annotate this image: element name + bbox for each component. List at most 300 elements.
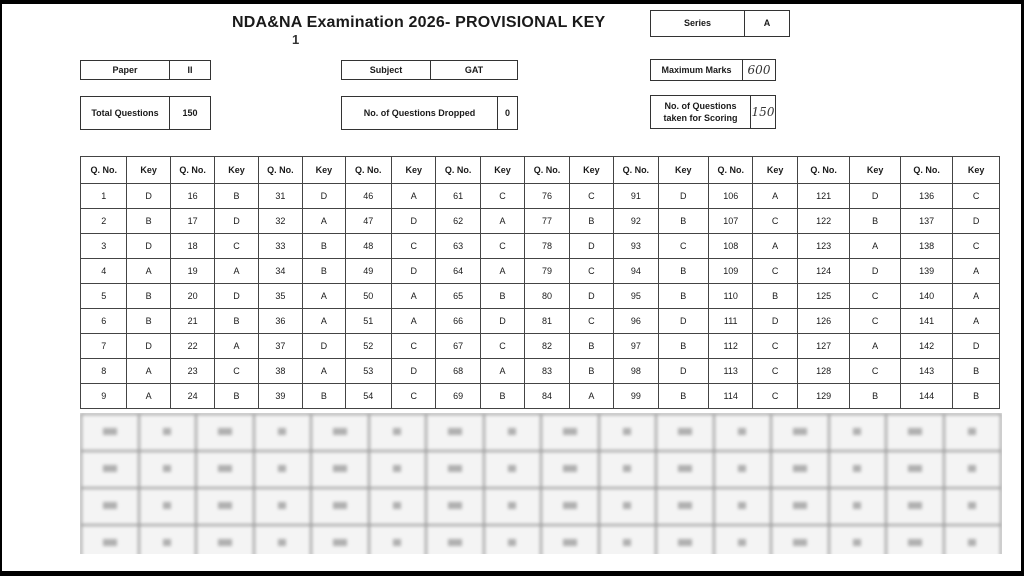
- answer-key-cell: D: [127, 184, 170, 209]
- question-number-cell: 141: [900, 309, 953, 334]
- answer-key-cell: A: [392, 309, 436, 334]
- question-number-cell: 128: [797, 359, 850, 384]
- answer-key-cell: A: [480, 209, 524, 234]
- answer-key-cell: B: [480, 384, 524, 409]
- header-cell: Q. No.: [81, 157, 127, 184]
- question-number-cell: 48: [345, 234, 391, 259]
- blurred-cell: [426, 525, 484, 554]
- question-number-cell: 121: [797, 184, 850, 209]
- blurred-cell: [426, 451, 484, 488]
- header-cell: Q. No.: [345, 157, 391, 184]
- answer-key-cell: C: [215, 359, 258, 384]
- blurred-cell: [426, 488, 484, 525]
- answer-key-cell: C: [850, 359, 900, 384]
- blurred-cell: [139, 414, 197, 451]
- questions-for-scoring-box: [650, 95, 776, 129]
- blurred-cell: [369, 488, 427, 525]
- answer-key-cell: D: [480, 309, 524, 334]
- question-number-cell: 84: [525, 384, 569, 409]
- answer-key-cell: C: [658, 234, 708, 259]
- answer-key-cell: A: [392, 284, 436, 309]
- answer-key-cell: C: [392, 384, 436, 409]
- answer-key-cell: C: [753, 259, 797, 284]
- maximum-marks-box: [650, 59, 776, 81]
- blurred-cell: [886, 525, 944, 554]
- question-number-cell: 140: [900, 284, 953, 309]
- table-row: [81, 234, 1000, 259]
- blurred-cell: [311, 451, 369, 488]
- answer-key-cell: C: [569, 259, 613, 284]
- question-number-cell: 67: [436, 334, 480, 359]
- header-cell: Q. No.: [525, 157, 569, 184]
- answer-key-cell: A: [569, 384, 613, 409]
- questions-for-scoring-label: No. of Questions taken for Scoring: [663, 100, 738, 123]
- question-number-cell: 94: [614, 259, 658, 284]
- subject-box: [341, 60, 518, 80]
- answer-key-cell: C: [569, 184, 613, 209]
- header-cell: Q. No.: [436, 157, 480, 184]
- question-number-cell: 68: [436, 359, 480, 384]
- answer-key-cell: D: [127, 334, 170, 359]
- question-number-cell: 106: [709, 184, 753, 209]
- answer-key-cell: C: [753, 209, 797, 234]
- header-cell: Key: [127, 157, 170, 184]
- maximum-marks-value: 600: [742, 60, 775, 80]
- answer-key-cell: B: [569, 334, 613, 359]
- question-number-cell: 99: [614, 384, 658, 409]
- blurred-cell: [944, 525, 1002, 554]
- blurred-cell: [714, 488, 772, 525]
- question-number-cell: 49: [345, 259, 391, 284]
- question-number-cell: 97: [614, 334, 658, 359]
- question-number-cell: 109: [709, 259, 753, 284]
- answer-key-cell: A: [850, 334, 900, 359]
- answer-key-table: [80, 156, 1000, 409]
- series-label: Series: [683, 18, 712, 29]
- blurred-cell: [541, 451, 599, 488]
- answer-key-cell: A: [480, 359, 524, 384]
- question-number-cell: 78: [525, 234, 569, 259]
- question-number-cell: 22: [170, 334, 214, 359]
- question-number-cell: 66: [436, 309, 480, 334]
- question-number-cell: 69: [436, 384, 480, 409]
- blurred-cell: [656, 525, 714, 554]
- header-cell: Key: [569, 157, 613, 184]
- question-number-cell: 77: [525, 209, 569, 234]
- header-cell: Q. No.: [614, 157, 658, 184]
- questions-dropped-label: No. of Questions Dropped: [363, 107, 476, 118]
- answer-key-cell: C: [753, 334, 797, 359]
- blurred-cell: [196, 414, 254, 451]
- answer-key-cell: D: [392, 259, 436, 284]
- question-number-cell: 108: [709, 234, 753, 259]
- answer-key-cell: B: [953, 384, 1000, 409]
- maximum-marks-label: Maximum Marks: [661, 64, 732, 75]
- answer-key-cell: D: [569, 234, 613, 259]
- question-number-cell: 1: [81, 184, 127, 209]
- answer-key-cell: C: [953, 184, 1000, 209]
- answer-key-cell: B: [658, 259, 708, 284]
- header-cell: Key: [753, 157, 797, 184]
- blurred-cell: [139, 451, 197, 488]
- answer-key-cell: B: [569, 359, 613, 384]
- blurred-cell: [944, 414, 1002, 451]
- table-row: [81, 184, 1000, 209]
- blurred-cell: [311, 488, 369, 525]
- answer-key-cell: C: [850, 309, 900, 334]
- frame-top-border: [0, 0, 1024, 4]
- answer-key-cell: A: [953, 284, 1000, 309]
- question-number-cell: 36: [258, 309, 302, 334]
- question-number-cell: 79: [525, 259, 569, 284]
- question-number-cell: 138: [900, 234, 953, 259]
- blurred-cell: [484, 451, 542, 488]
- answer-key-cell: D: [392, 359, 436, 384]
- blurred-rows-region: [80, 413, 1002, 554]
- question-number-cell: 23: [170, 359, 214, 384]
- answer-key-cell: C: [850, 284, 900, 309]
- frame-left-border: [0, 0, 2, 576]
- blurred-cell: [541, 488, 599, 525]
- question-number-cell: 76: [525, 184, 569, 209]
- header-cell: Key: [953, 157, 1000, 184]
- question-number-cell: 123: [797, 234, 850, 259]
- question-number-cell: 98: [614, 359, 658, 384]
- answer-key-cell: A: [753, 234, 797, 259]
- question-number-cell: 91: [614, 184, 658, 209]
- blurred-cell: [254, 414, 312, 451]
- subject-label: Subject: [369, 64, 403, 75]
- header-cell: Key: [658, 157, 708, 184]
- question-number-cell: 95: [614, 284, 658, 309]
- answer-key-cell: D: [215, 209, 258, 234]
- header-cell: Key: [392, 157, 436, 184]
- question-number-cell: 50: [345, 284, 391, 309]
- question-number-cell: 17: [170, 209, 214, 234]
- question-number-cell: 5: [81, 284, 127, 309]
- blurred-row: [81, 488, 1001, 525]
- question-number-cell: 136: [900, 184, 953, 209]
- answer-key-cell: B: [569, 209, 613, 234]
- question-number-cell: 92: [614, 209, 658, 234]
- pen-mark: 1: [292, 32, 300, 47]
- blurred-cell: [714, 525, 772, 554]
- blurred-cell: [254, 451, 312, 488]
- blurred-cell: [714, 451, 772, 488]
- page-title: NDA&NA Examination 2026- PROVISIONAL KEY: [232, 14, 606, 31]
- blurred-cell: [196, 525, 254, 554]
- answer-key-cell: B: [850, 209, 900, 234]
- paper-label: Paper: [112, 64, 138, 75]
- blurred-cell: [714, 414, 772, 451]
- blurred-cell: [484, 525, 542, 554]
- question-number-cell: 32: [258, 209, 302, 234]
- answer-key-cell: D: [753, 309, 797, 334]
- table-row: [81, 334, 1000, 359]
- table-row: [81, 259, 1000, 284]
- paper-box: [80, 60, 211, 80]
- answer-key-cell: D: [303, 334, 345, 359]
- blurred-cell: [81, 488, 139, 525]
- answer-key-cell: A: [392, 184, 436, 209]
- blurred-row: [81, 451, 1001, 488]
- series-box: [650, 10, 790, 37]
- question-number-cell: 18: [170, 234, 214, 259]
- table-header-row: [81, 157, 1000, 184]
- blurred-cell: [196, 488, 254, 525]
- question-number-cell: 19: [170, 259, 214, 284]
- question-number-cell: 21: [170, 309, 214, 334]
- blurred-cell: [254, 525, 312, 554]
- question-number-cell: 144: [900, 384, 953, 409]
- question-number-cell: 83: [525, 359, 569, 384]
- answer-key-cell: C: [569, 309, 613, 334]
- blurred-table: [80, 413, 1002, 554]
- answer-key-cell: A: [127, 359, 170, 384]
- answer-key-cell: D: [569, 284, 613, 309]
- answer-key-cell: B: [480, 284, 524, 309]
- blurred-row: [81, 414, 1001, 451]
- answer-key-cell: C: [480, 334, 524, 359]
- blurred-cell: [771, 414, 829, 451]
- answer-key-cell: B: [215, 184, 258, 209]
- blurred-cell: [81, 451, 139, 488]
- answer-key-cell: A: [215, 259, 258, 284]
- question-number-cell: 52: [345, 334, 391, 359]
- header-cell: Key: [850, 157, 900, 184]
- blurred-cell: [484, 488, 542, 525]
- answer-key-cell: C: [953, 234, 1000, 259]
- header-cell: Q. No.: [709, 157, 753, 184]
- answer-key-cell: D: [658, 184, 708, 209]
- question-number-cell: 54: [345, 384, 391, 409]
- blurred-cell: [656, 488, 714, 525]
- table-row: [81, 384, 1000, 409]
- question-number-cell: 81: [525, 309, 569, 334]
- blurred-cell: [484, 414, 542, 451]
- question-number-cell: 111: [709, 309, 753, 334]
- blurred-cell: [81, 525, 139, 554]
- question-number-cell: 110: [709, 284, 753, 309]
- question-number-cell: 7: [81, 334, 127, 359]
- answer-key-cell: D: [953, 209, 1000, 234]
- question-number-cell: 3: [81, 234, 127, 259]
- answer-key-cell: A: [303, 309, 345, 334]
- frame-bottom-border: [0, 571, 1024, 576]
- answer-key-cell: C: [215, 234, 258, 259]
- answer-key-cell: A: [480, 259, 524, 284]
- question-number-cell: 112: [709, 334, 753, 359]
- table-row: [81, 209, 1000, 234]
- question-number-cell: 6: [81, 309, 127, 334]
- blurred-cell: [254, 488, 312, 525]
- answer-key-cell: B: [127, 209, 170, 234]
- header-cell: Q. No.: [900, 157, 953, 184]
- question-number-cell: 38: [258, 359, 302, 384]
- question-number-cell: 64: [436, 259, 480, 284]
- blurred-cell: [771, 488, 829, 525]
- answer-key-cell: C: [753, 359, 797, 384]
- question-number-cell: 114: [709, 384, 753, 409]
- answer-key-cell: B: [658, 384, 708, 409]
- blurred-cell: [656, 451, 714, 488]
- answer-key-cell: D: [392, 209, 436, 234]
- total-questions-box: [80, 96, 211, 130]
- questions-dropped-box: [341, 96, 518, 130]
- answer-key-cell: A: [850, 234, 900, 259]
- blurred-cell: [599, 488, 657, 525]
- questions-for-scoring-value: 150: [750, 96, 775, 128]
- question-number-cell: 63: [436, 234, 480, 259]
- total-questions-label: Total Questions: [91, 107, 159, 118]
- question-number-cell: 16: [170, 184, 214, 209]
- answer-key-cell: A: [127, 259, 170, 284]
- blurred-cell: [369, 525, 427, 554]
- header-cell: Key: [303, 157, 345, 184]
- blurred-cell: [196, 451, 254, 488]
- header-cell: Q. No.: [258, 157, 302, 184]
- blurred-cell: [541, 414, 599, 451]
- blurred-cell: [656, 414, 714, 451]
- question-number-cell: 107: [709, 209, 753, 234]
- answer-key-cell: B: [215, 309, 258, 334]
- blurred-cell: [369, 414, 427, 451]
- question-number-cell: 137: [900, 209, 953, 234]
- question-number-cell: 82: [525, 334, 569, 359]
- blurred-row: [81, 525, 1001, 554]
- question-number-cell: 4: [81, 259, 127, 284]
- answer-key-cell: C: [753, 384, 797, 409]
- answer-key-cell: B: [215, 384, 258, 409]
- blurred-cell: [886, 451, 944, 488]
- answer-key-cell: D: [850, 259, 900, 284]
- question-number-cell: 24: [170, 384, 214, 409]
- answer-key-cell: A: [303, 209, 345, 234]
- table-row: [81, 309, 1000, 334]
- question-number-cell: 61: [436, 184, 480, 209]
- blurred-cell: [944, 451, 1002, 488]
- question-number-cell: 142: [900, 334, 953, 359]
- answer-key-cell: D: [658, 309, 708, 334]
- questions-dropped-value: 0: [497, 97, 517, 129]
- blurred-cell: [829, 414, 887, 451]
- answer-key-cell: B: [658, 284, 708, 309]
- series-value: A: [744, 11, 789, 36]
- answer-key-cell: B: [953, 359, 1000, 384]
- blurred-cell: [541, 525, 599, 554]
- answer-key-cell: A: [953, 259, 1000, 284]
- question-number-cell: 96: [614, 309, 658, 334]
- question-number-cell: 35: [258, 284, 302, 309]
- answer-key-cell: D: [850, 184, 900, 209]
- question-number-cell: 47: [345, 209, 391, 234]
- answer-key-cell: B: [658, 334, 708, 359]
- question-number-cell: 122: [797, 209, 850, 234]
- question-number-cell: 65: [436, 284, 480, 309]
- question-number-cell: 80: [525, 284, 569, 309]
- question-number-cell: 8: [81, 359, 127, 384]
- blurred-cell: [139, 525, 197, 554]
- table-row: [81, 359, 1000, 384]
- blurred-cell: [771, 451, 829, 488]
- question-number-cell: 34: [258, 259, 302, 284]
- answer-key-cell: B: [303, 234, 345, 259]
- answer-key-cell: B: [303, 384, 345, 409]
- blurred-cell: [886, 488, 944, 525]
- question-number-cell: 139: [900, 259, 953, 284]
- blurred-cell: [599, 451, 657, 488]
- header-cell: Q. No.: [170, 157, 214, 184]
- blurred-cell: [829, 525, 887, 554]
- question-number-cell: 53: [345, 359, 391, 384]
- answer-key-cell: C: [480, 184, 524, 209]
- answer-key-cell: A: [303, 284, 345, 309]
- header-cell: Key: [215, 157, 258, 184]
- answer-key-cell: D: [303, 184, 345, 209]
- header-cell: Key: [480, 157, 524, 184]
- answer-key-cell: B: [127, 309, 170, 334]
- question-number-cell: 126: [797, 309, 850, 334]
- blurred-cell: [311, 414, 369, 451]
- blurred-cell: [81, 414, 139, 451]
- answer-key-cell: A: [753, 184, 797, 209]
- question-number-cell: 124: [797, 259, 850, 284]
- blurred-cell: [599, 525, 657, 554]
- answer-key-cell: A: [127, 384, 170, 409]
- question-number-cell: 20: [170, 284, 214, 309]
- question-number-cell: 9: [81, 384, 127, 409]
- blurred-cell: [139, 488, 197, 525]
- answer-key-cell: D: [215, 284, 258, 309]
- blurred-cell: [311, 525, 369, 554]
- answer-key-cell: B: [127, 284, 170, 309]
- question-number-cell: 31: [258, 184, 302, 209]
- answer-key-cell: C: [392, 334, 436, 359]
- question-number-cell: 129: [797, 384, 850, 409]
- blurred-cell: [369, 451, 427, 488]
- answer-key-cell: C: [480, 234, 524, 259]
- question-number-cell: 143: [900, 359, 953, 384]
- answer-key-cell: D: [953, 334, 1000, 359]
- table-row: [81, 284, 1000, 309]
- question-number-cell: 93: [614, 234, 658, 259]
- question-number-cell: 62: [436, 209, 480, 234]
- answer-key-cell: C: [392, 234, 436, 259]
- answer-key-cell: D: [127, 234, 170, 259]
- blurred-cell: [426, 414, 484, 451]
- paper-value: II: [169, 61, 210, 79]
- question-number-cell: 113: [709, 359, 753, 384]
- answer-key-cell: A: [953, 309, 1000, 334]
- answer-key-cell: B: [850, 384, 900, 409]
- question-number-cell: 39: [258, 384, 302, 409]
- question-number-cell: 37: [258, 334, 302, 359]
- header-cell: Q. No.: [797, 157, 850, 184]
- answer-key-cell: B: [303, 259, 345, 284]
- question-number-cell: 51: [345, 309, 391, 334]
- blurred-cell: [829, 451, 887, 488]
- answer-key-cell: A: [215, 334, 258, 359]
- question-number-cell: 125: [797, 284, 850, 309]
- blurred-cell: [829, 488, 887, 525]
- question-number-cell: 46: [345, 184, 391, 209]
- answer-key-cell: B: [753, 284, 797, 309]
- blurred-cell: [886, 414, 944, 451]
- blurred-cell: [771, 525, 829, 554]
- question-number-cell: 2: [81, 209, 127, 234]
- question-number-cell: 127: [797, 334, 850, 359]
- answer-key-cell: D: [658, 359, 708, 384]
